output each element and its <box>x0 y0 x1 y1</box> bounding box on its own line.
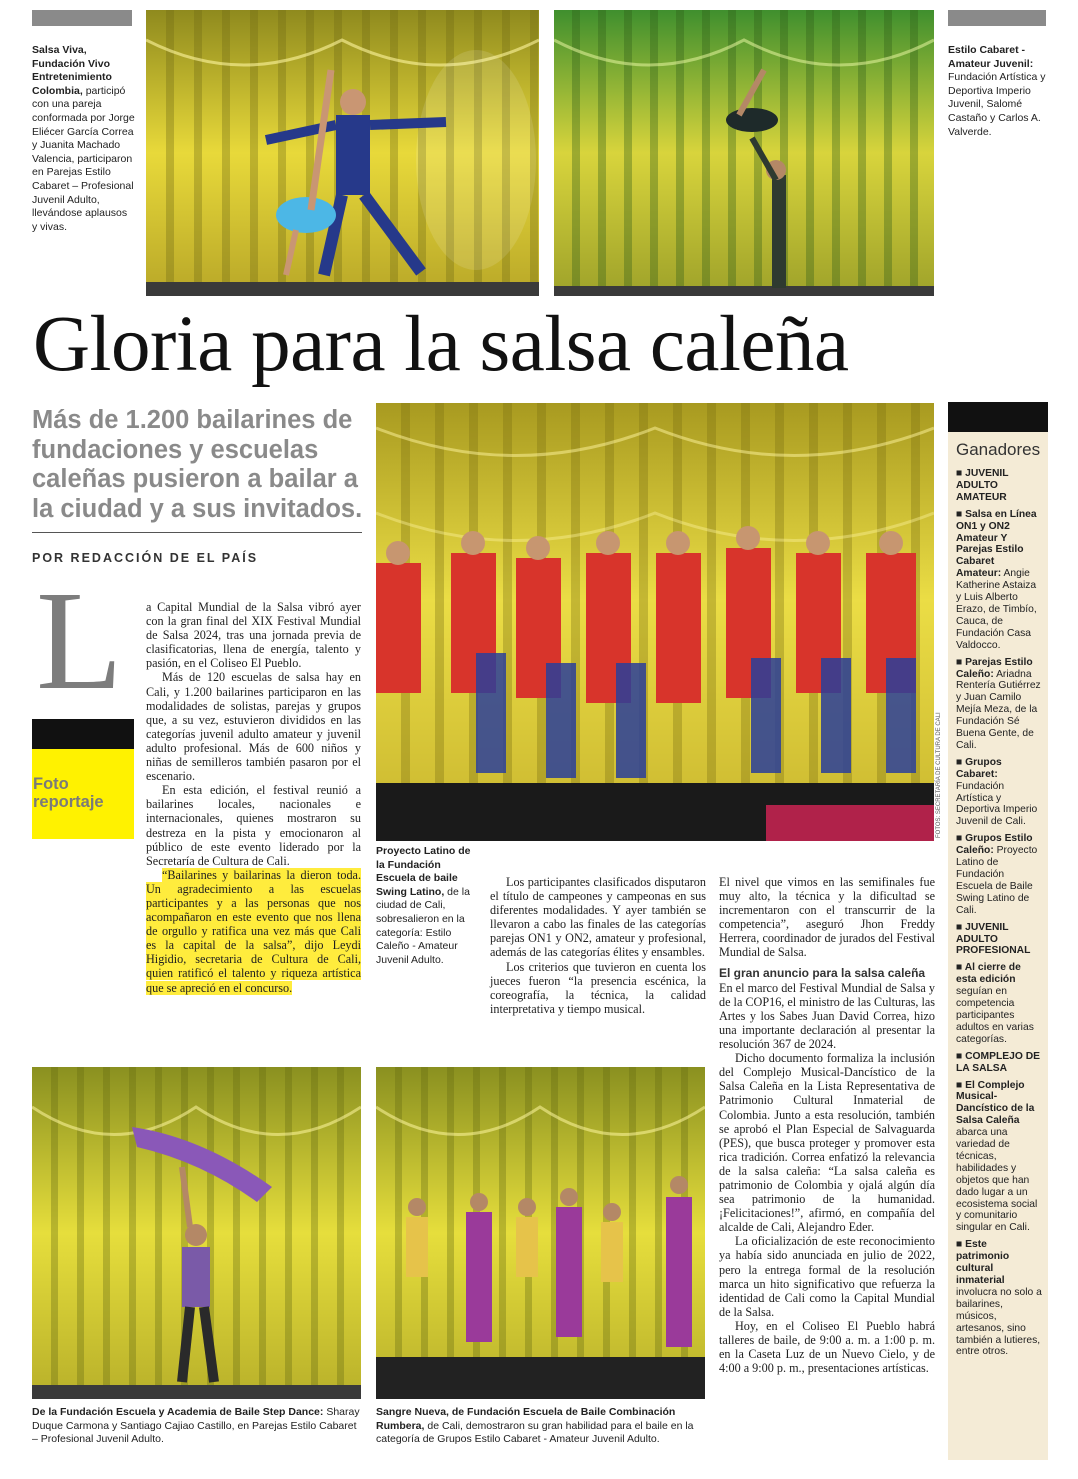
sidebar-item-complejo: ■ El Complejo Musical-Dancístico de la Salsa Caleña abarca una variedad de técnicas, habilidades y objetos que han dado lugar a un ecosistema social y comunitario singular en Cali. <box>956 1079 1038 1234</box>
caption-top-left-text: participó con una pareja conformada por Jorge Eliécer García Correa y Juanita Machado Valencia, participaron en Parejas Estilo Cabaret – Profesional Juvenil Adulto, llevándose aplausos y vivas. <box>32 84 135 233</box>
body-c2-p1: Los participantes clasificados disputaron el título de campeones y campeonas en sus diferentes modalidades. Y ayer también se llevaron a cabo las finales de las categorías parejas ON1 y ON2, amateur y profesional, además de las categorías élites y ensambles. <box>490 875 706 960</box>
highlighted-quote: “Bailarines y bailarinas la dieron toda. Un agradecimiento a las escuelas participantes y a las personas que nos acompañaron en este evento que nos llena de orgullo y ratifica una vez más que Cali es la capital de la salsa”, dijo Leydi Higidio, secretaria de Cultura de Cali, quien ratificó el talento y riqueza artística que se apreció en el concurso. <box>146 867 361 995</box>
body-c3-p3: Dicho documento formaliza la inclusión del Complejo Musical-Dancístico de la Salsa Caleña en la Lista Representativa de Patrimonio Cultural Inmaterial de Colombia. Junto a esta resolución, también se aprobó el Plan Especial de Salvaguarda (PES), que busca proteger y promover esta rica tradición. Correa enfatizó la relevancia de la salsa caleña: “La salsa caleña es patrimonio de Colombia y ojalá algún día sea patrimonio de la humanidad. ¡Felicitaciones!”, afirmó, en compañía del alcalde de Cali, Alejandro Eder. <box>719 1051 935 1235</box>
sidebar-winners <box>948 432 1048 1460</box>
photo-step-dance <box>32 1067 361 1399</box>
caption-top-right-bold: Estilo Cabaret - Amateur Juvenil: <box>948 44 1034 70</box>
body-column-2 <box>490 875 706 1016</box>
body-subhead: El gran anuncio para la salsa caleña <box>719 965 926 980</box>
photo-salsa-viva <box>146 10 539 296</box>
sidebar-item-grupos-cabaret: ■ Grupos Cabaret: Fundación Artística y Deportiva Imperio Juvenil de Cali. <box>956 756 1038 828</box>
section-tab <box>32 749 134 839</box>
top-right-bar <box>948 10 1046 26</box>
sidebar-section-amateur: ■ JUVENIL ADULTO AMATEUR <box>956 468 1009 503</box>
caption-bottom-left-bold: De la Fundación Escuela y Academia de Baile Step Dance: <box>32 1406 324 1418</box>
body-c2-p2: Los criterios que tuvieron en cuenta los jueces fueron “la presencia escénica, la coreografía, la técnica, la calidad interpretativa y tiempo musical. <box>490 959 706 1016</box>
byline: POR REDACCIÓN DE EL PAÍS <box>32 551 259 565</box>
photo-credit: FOTOS: SECRETARÍA DE CULTURA DE CALI <box>936 712 942 838</box>
sidebar-item-cierre: ■ Al cierre de esta edición seguían en competencia participantes adultos en varias categorías. <box>956 962 1034 1045</box>
sidebar-top-bar <box>948 402 1048 432</box>
body-c1-p2: Más de 120 escuelas de salsa hay en Cali, y 1.200 bailarines participaron en las modalidades de solistas, parejas y grupos que, a su vez, estuvieron divididos en las categorías juvenil adulto amateur y juvenil adulto profesional. Más de 600 niños y niñas de semilleros también pasaron por el escenario. <box>146 670 361 784</box>
body-c3-p4: La oficialización de este reconocimiento ya había sido anunciada en julio de 2022, pero la entrega formal de la resolución marca un hito significativo que refuerza la identidad de Cali como la Capital Mundial de la Salsa. <box>719 1234 935 1319</box>
dropcap: L <box>36 561 123 719</box>
section-tab-label: Foto reportaje <box>33 775 104 811</box>
photo-proyecto-latino <box>376 403 934 841</box>
caption-bottom-mid-bold: Sangre Nueva, de Fundación Escuela de Baile Combinación Rumbera, <box>376 1406 676 1432</box>
sidebar-list <box>956 468 1042 1358</box>
sidebar-item-parejas-caleno: ■ Parejas Estilo Caleño: Ariadna Rentería Gutiérrez y Juan Camilo Mejía Meza, de la Fundación Sé Buena Gente, de Cali. <box>956 656 1041 751</box>
caption-bottom-left-text: Sharay Duque Carmona y Santiago Cajiao Castillo, en Parejas Estilo Cabaret – Profesional Juvenil Adulto. <box>32 1406 360 1446</box>
photo-sangre-nueva <box>376 1067 705 1399</box>
body-c1-p1: a Capital Mundial de la Salsa vibró ayer con la gran final del XIX Festival Mundial de Salsa 2024, tras una jornada previa de clasificatorias, llena de energía, talento y pasión, en el Coliseo El Pueblo. <box>146 600 361 671</box>
body-c3-p2: En el marco del Festival Mundial de Salsa y de la COP16, el ministro de las Culturas, las Artes y los Sabes Juan David Correa, hizo una importante declaración al presentar la resolución 367 de 2024. <box>719 980 935 1052</box>
caption-bottom-mid <box>376 1406 706 1447</box>
body-column-3 <box>719 875 935 1375</box>
sidebar-title: Ganadores <box>956 440 1041 459</box>
sidebar-section-complejo: ■ COMPLEJO DE LA SALSA <box>956 1050 1041 1074</box>
caption-center <box>376 845 482 967</box>
caption-bottom-mid-text: de Cali, demostraron su gran habilidad para el baile en la categoría de Grupos Estilo Cabaret - Amateur Juvenil Adulto. <box>376 1419 694 1446</box>
caption-bottom-left <box>32 1406 362 1447</box>
deck: Más de 1.200 bailarines de fundaciones y escuelas caleñas pusieron a bailar a la ciudad y a sus invitados. <box>32 406 363 523</box>
body-c3-p1: El nivel que vimos en las semifinales fue muy alto, la técnica y la dificultad se incrementaron con el transcurrir de la competencia”, aseguró Jhon Freddy Herrera, coordinador de jurados del Festival Mundial de Salsa. <box>719 875 935 960</box>
caption-top-right-text: Fundación Artística y Deportiva Imperio Juvenil, Salomé Castaño y Carlos A. Valverde. <box>948 71 1046 138</box>
caption-top-left-bold: Salsa Viva, Fundación Vivo Entretenimiento Colombia, <box>32 44 112 97</box>
sidebar-section-profesional: ■ JUVENIL ADULTO PROFESIONAL <box>956 921 1031 957</box>
sidebar-item-patrimonio: ■ Este patrimonio cultural inmaterial involucra no solo a bailarines, músicos, artesanos, sino también a lutieres, entre otros. <box>956 1239 1042 1358</box>
section-tab-top <box>32 719 134 749</box>
caption-top-left <box>32 44 135 234</box>
caption-top-right <box>948 44 1046 139</box>
top-left-bar <box>32 10 132 26</box>
caption-center-bold: Proyecto Latino de la Fundación Escuela de baile Swing Latino, <box>376 845 471 898</box>
body-c3-p5: Hoy, en el Coliseo El Pueblo habrá talleres de baile, de 9:00 a. m. a 1:00 p. m. en la Caseta Luz de un Nuevo Cielo, y de 4:00 a 9:00 p. m., presentaciones artísticas. <box>719 1318 935 1376</box>
caption-center-text: de la ciudad de Cali, sobresalieron en la categoría: Estilo Caleño - Amateur Juvenil Adulto. <box>376 885 470 966</box>
headline: Gloria para la salsa caleña <box>33 301 849 388</box>
deck-rule <box>32 532 362 533</box>
body-column-1 <box>146 600 361 995</box>
sidebar-item-on1: ■ Salsa en Línea ON1 y ON2 Amateur Y Parejas Estilo Cabaret Amateur: Angie Katherine Astaiza y Luis Alberto Erazo, de Timbío, Cauca, de Fundación Casa Valdocco. <box>956 508 1037 651</box>
sidebar-item-grupos-caleno: ■ Grupos Estilo Caleño: Proyecto Latino de Fundación Escuela de Baile Swing Latino de Cali. <box>956 833 1038 916</box>
photo-cabaret-amateur <box>554 10 934 296</box>
body-c1-p3: En esta edición, el festival reunió a bailarines locales, nacionales e internacionales, quienes mostraron su destreza en la pista y emocionaron al público de este evento liderado por la Secretaría de Cultura de Cali. <box>146 783 361 868</box>
body-c1-quote <box>146 868 361 995</box>
